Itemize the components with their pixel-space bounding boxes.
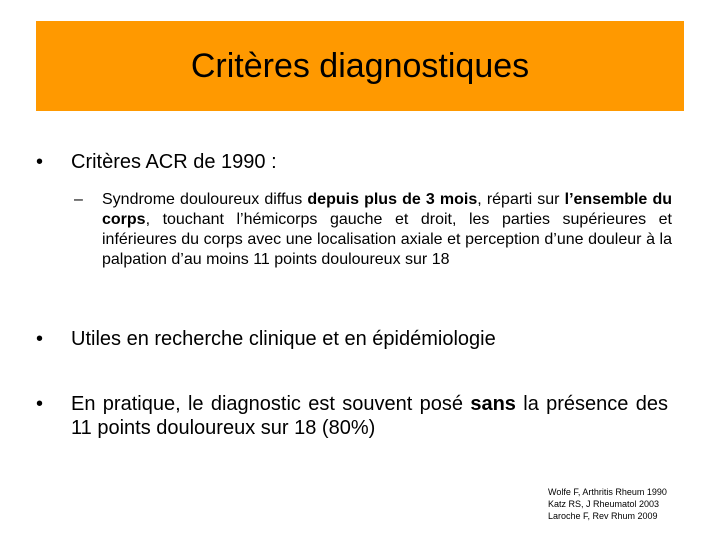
bullet-text [36, 392, 668, 440]
text-part: la présence des 11 points douloureux sur 18 (80%) [71, 393, 668, 439]
text-part: , touchant l’hémicorps gauche et droit, les parties supérieures et inférieures du corps avec une localisation axiale et perception d’une douleur à la palpation d’au moins 11 points douloureux sur 18 [102, 211, 672, 268]
bullet-text: Utiles en recherche clinique et en épidémiologie [71, 328, 496, 350]
text-part-bold: depuis plus de 3 mois [307, 191, 478, 208]
sub-bullet-text [74, 190, 672, 270]
bullet-marker: • [36, 151, 44, 173]
bullet-research [36, 327, 676, 351]
references [548, 486, 667, 522]
bullet-marker: • [36, 393, 44, 415]
text-part: En pratique, le diagnostic est souvent posé [71, 393, 471, 415]
reference-item: Wolfe F, Arthritis Rheum 1990 [548, 487, 667, 497]
bullet-practice [36, 392, 668, 440]
reference-item: Katz RS, J Rheumatol 2003 [548, 499, 660, 509]
title-bar [36, 21, 684, 111]
text-part-bold: sans [470, 393, 516, 415]
sub-bullet-marker: – [74, 191, 83, 208]
bullet-text: Critères ACR de 1990 : [71, 151, 277, 173]
bullet-acr-criteria [36, 150, 676, 174]
slide-title: Critères diagnostiques [190, 46, 530, 85]
bullet-marker: • [36, 328, 44, 350]
text-part-bold: l’ensemble du corps [102, 191, 672, 228]
reference-item: Laroche F, Rev Rhum 2009 [548, 511, 658, 521]
text-part: Syndrome douloureux diffus [102, 191, 308, 208]
text-part: , réparti sur [477, 191, 565, 208]
sub-bullet-syndrome [74, 190, 672, 270]
